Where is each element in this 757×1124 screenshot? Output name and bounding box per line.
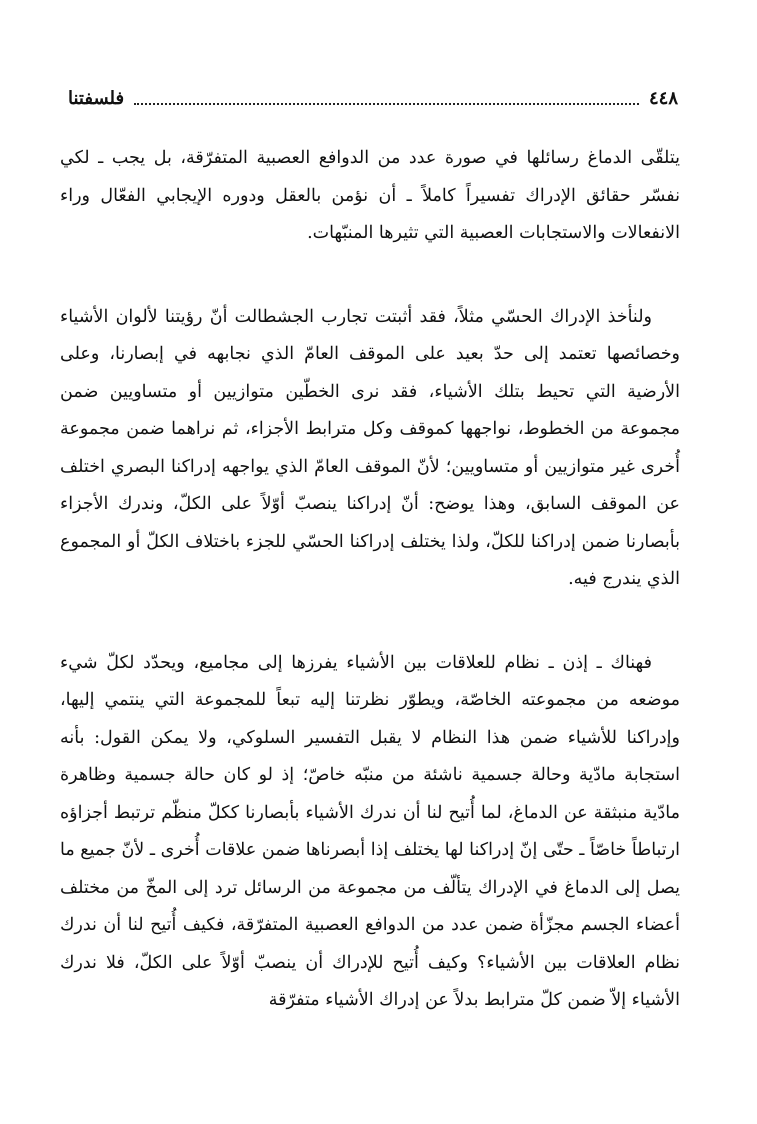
page-number: ٤٤٨ (648, 87, 678, 109)
body-text (60, 140, 680, 1020)
page-header (68, 80, 678, 116)
paragraph-3: فهناك ـ إذن ـ نظام للعلاقات بين الأشياء يفرزها إلى مجاميع، ويحدّد لكلّ شيء موضعه من مجموعته الخاصّة، ويطوّر نظرتنا إليه تبعاً للمجموعة التي ينتمي إليها، وإدراكنا للأشياء ضمن هذا النظام لا يقبل التفسير السلوكي، ولا يمكن القول: بأنه استجابة مادّية وحالة جسمية ناشئة من منبّه خاصّ؛ إذ لو كان حالة جسمية وظاهرة مادّية منبثقة عن الدماغ، لما أُتيح لنا أن ندرك الأشياء بأبصارنا ككلّ منظّم ترتبط أجزاؤه ارتباطاً خاصّاً ـ حتّى إنّ إدراكنا لها يختلف إذا أبصرناها ضمن علاقات أُخرى ـ لأنّ جميع ما يصل إلى الدماغ في الإدراك يتألّف من مجموعة من الرسائل ترد إلى المخّ من مختلف أعضاء الجسم مجزّأة ضمن عدد من الدوافع العصبية المتفرّقة، فكيف أُتيح لنا أن ندرك نظام العلاقات بين الأشياء؟ وكيف أُتيح للإدراك أن ينصبّ أوّلاً على الكلّ، فلا ندرك الأشياء إلاّ ضمن كلّ مترابط بدلاً عن إدراك الأشياء متفرّقة (60, 652, 680, 1010)
running-title: فلسفتنا (68, 87, 125, 109)
paragraph-2: ولنأخذ الإدراك الحسّي مثلاً، فقد أثبتت تجارب الجشطالت أنّ رؤيتنا لألوان الأشياء وخصائصها تعتمد إلى حدّ بعيد على الموقف العامّ الذي نجابهه في إبصارنا، وعلى الأرضية التي تحيط بتلك الأشياء، فقد نرى الخطّين متوازيين أو متساويين ضمن مجموعة من الخطوط، نواجهها كموقف وكل مترابط الأجزاء، ثم نراهما ضمن مجموعة أُخرى غير متوازيين أو متساويين؛ لأنّ الموقف العامّ الذي يواجهه إدراكنا البصري اختلف عن الموقف السابق، وهذا يوضح: أنّ إدراكنا ينصبّ أوّلاً على الكلّ، وندرك الأجزاء بأبصارنا ضمن إدراكنا للكلّ، ولذا يختلف إدراكنا الحسّي للجزء باختلاف الكلّ أو المجموع الذي يندرج فيه. (60, 306, 680, 589)
paragraph-1: يتلقّى الدماغ رسائلها في صورة عدد من الدوافع العصبية المتفرّقة، بل يجب ـ لكي نفسّر حقائق الإدراك تفسيراً كاملاً ـ أن نؤمن بالعقل ودوره الإيجابي الفعّال وراء الانفعالات والاستجابات العصبية التي تثيرها المنبّهات. (60, 148, 680, 243)
dotted-leader (134, 103, 639, 105)
